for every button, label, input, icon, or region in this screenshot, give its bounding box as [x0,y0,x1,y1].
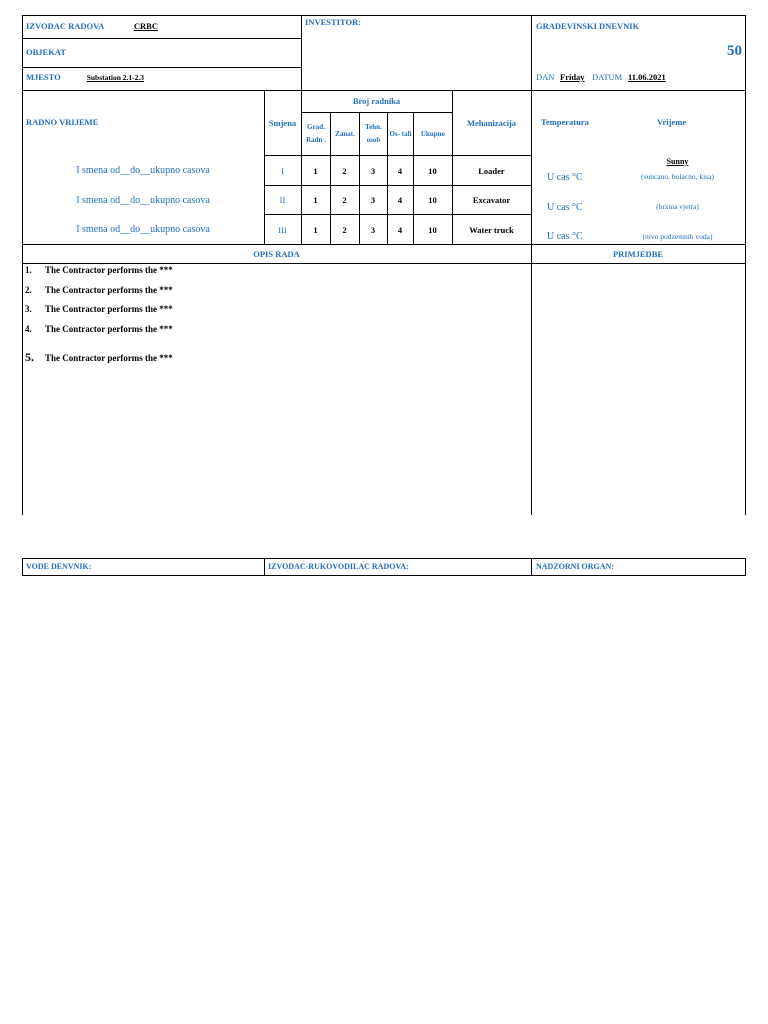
item-text: The Contractor performs the *** [45,353,173,363]
weather-value: Sunny [666,157,689,166]
weather-note-2: (brzina vjetra) [656,202,699,211]
col-tehn-header: Tehn. osob [365,123,382,144]
item-number: 1. [25,265,32,275]
item-text: The Contractor performs the *** [45,265,173,275]
zanat-cell: 2 [342,165,347,176]
col-zanat-header: Zanat. [335,130,355,138]
item-number: 3. [25,304,32,314]
item-text: The Contractor performs the *** [45,285,173,295]
opis-rada-label: OPIS RADA [253,249,300,259]
item-number: 2. [25,285,32,295]
temperature-2: U cas °C [547,202,583,213]
mehanizacija-cell: Loader [478,165,505,176]
list-item [25,324,173,334]
tehn-cell: 3 [370,195,376,205]
list-item [25,285,173,295]
ostali-cell: 4 [397,224,403,235]
mehanizacija-cell: Excavator [472,195,511,205]
item-number: 5. [25,350,34,364]
mjesto-value: Substation 2.1-2.3 [86,73,144,82]
item-number: 4. [25,324,32,334]
weather-note-1: (suncano, bolacno, kisa) [641,172,714,181]
list-item [25,350,173,365]
col-ukupno-header: Ukupno [420,130,446,138]
izvodac-label: IZVODAC RADOVA [26,21,105,31]
datum-label: DATUM [592,72,623,82]
smjena-label: Smjena [268,117,297,128]
vrijeme-label: Vrijeme [657,117,687,127]
izvodac-value: CRBC [133,21,158,31]
temperature-1: U cas °C [547,172,583,183]
smjena-cell: II [279,195,286,205]
primjedbe-label: PRIMJEDBE [612,249,664,259]
shift-text: I smena od__do__ukupno casova [76,224,210,235]
shift-text: I smena od__do__ukupno casova [76,194,210,206]
col-grad-header: Grad. Radn . [306,123,326,144]
mehanizacija-cell: Water truck [469,224,514,235]
investitor-label: INVESTITOR: [305,17,362,27]
grad-cell: 1 [313,224,318,235]
ostali-cell: 4 [397,165,403,176]
smjena-cell: I [281,165,284,176]
datum-value: 11.06.2021 [628,72,666,82]
dnevnik-title: GRADEVINSKI DNEVNIK [536,21,640,31]
shift-text: I smena od__do__ukupno casova [76,165,210,176]
dan-label: DAN [536,72,555,82]
list-item [25,265,173,275]
broj-radnika-label: Broj radnika [352,96,401,106]
mehanizacija-label: Mehanizacija [466,117,517,128]
list-item [25,304,173,314]
ukupno-cell: 10 [428,224,437,235]
izvodac-rukovodilac-label: IZVODAC-RUKOVODILAC RADOVA: [268,562,409,571]
page-number: 50 [727,43,742,59]
nadzorni-organ-label: NADZORNI ORGAN: [536,562,614,571]
item-text: The Contractor performs the *** [45,304,173,314]
weather-note-3: (nivo podzemnih voda) [642,232,713,241]
grad-cell: 1 [313,195,318,205]
temperatura-label: Temperatura [541,117,589,127]
radno-vrijeme-label: RADNO VRIJEME [26,117,99,127]
objekat-label: OBJEKAT [26,47,66,57]
smjena-cell: III [278,224,287,235]
dan-value: Friday [560,72,585,82]
col-ostali-header: Os- tali [389,129,412,138]
ukupno-cell: 10 [428,165,437,176]
item-text: The Contractor performs the *** [45,324,173,334]
ukupno-cell: 10 [428,195,437,205]
vode-dnevnik-label: VODE DENVNIK: [26,562,92,571]
zanat-cell: 2 [342,195,347,205]
tehn-cell: 3 [370,224,376,235]
ostali-cell: 4 [397,195,403,205]
zanat-cell: 2 [342,224,347,235]
temperature-3: U cas °C [547,231,583,242]
mjesto-label: MJESTO [26,72,61,82]
tehn-cell: 3 [370,165,376,176]
grad-cell: 1 [313,165,318,176]
